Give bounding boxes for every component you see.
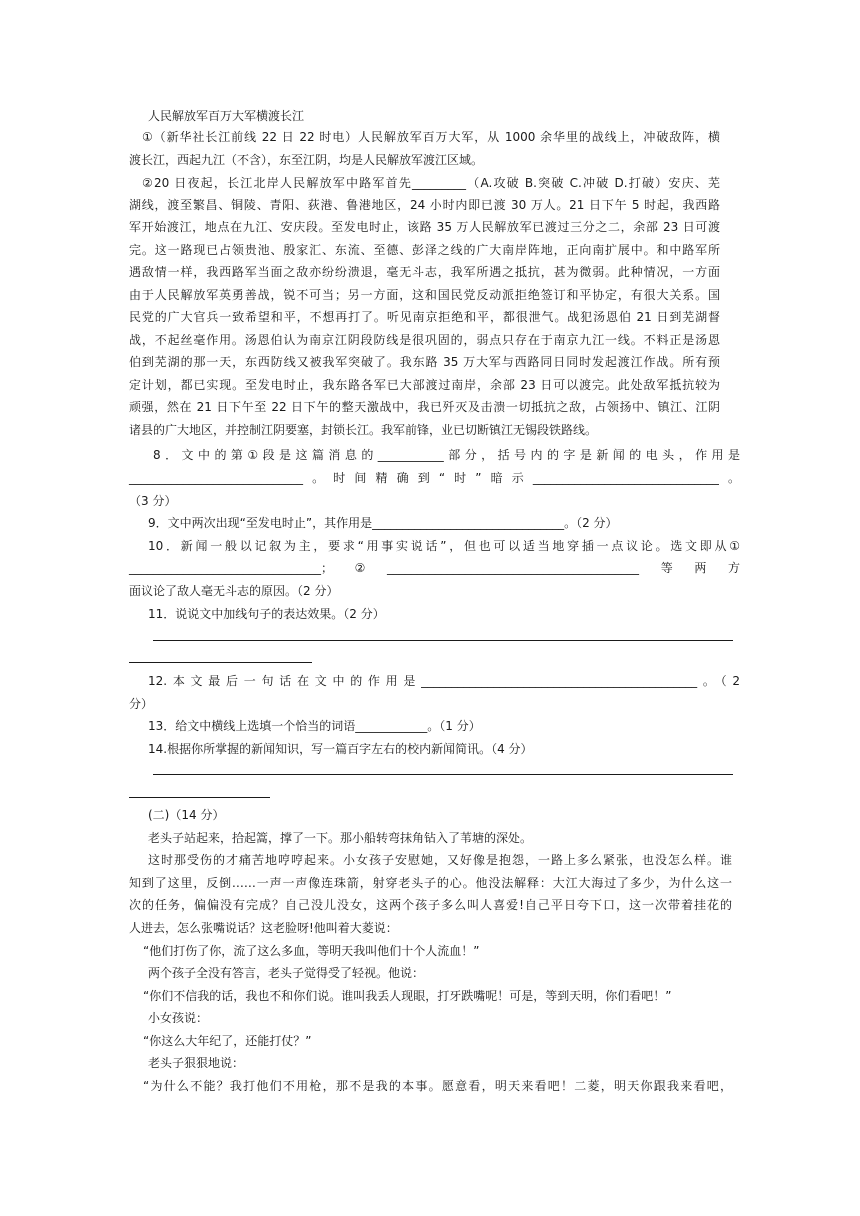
story-line: 两个孩子全没有答言，老头子觉得受了轻视。他说： bbox=[148, 966, 425, 980]
paragraph-1-line: ①（新华社长江前线 22 日 22 时电）人民解放军百万大军，从 1000 余华里的战线上，冲破敌阵，横 bbox=[142, 130, 720, 144]
section-2-heading: (二)（14 分） bbox=[148, 808, 225, 822]
paragraph-2-line: ②20 日夜起，长江北岸人民解放军中路军首先_________（A.攻破 B.突破 C.冲破 D.打破）安庆、芜 bbox=[142, 176, 720, 190]
paragraph-2-line: 湖线，渡至繁昌、铜陵、青阳、荻港、鲁港地区，24 小时内即已渡 30 万人。21 日下午 5 时起，我西路 bbox=[129, 198, 720, 212]
question-8: 8．文中的第①段是这篇消息的___________部分，括号内的字是新闻的电头，作用是 bbox=[153, 448, 740, 462]
paragraph-2-line: 定计划，都已实现。至发电时止，我东路各军已大部渡过南岸，余部 23 日可以渡完。此处敌军抵抗较为 bbox=[129, 378, 720, 392]
question-10: ________________________________；②__________________________________________等两方 bbox=[129, 561, 740, 575]
question-10: 面议论了敌人毫无斗志的原因。（2 分） bbox=[129, 584, 339, 598]
paragraph-2-line: 遇敌情一样，我西路军当面之敌亦纷纷溃退，毫无斗志，我军所遇之抵抗，甚为微弱。此种情况，一方面 bbox=[129, 265, 720, 279]
paragraph-2-line: 由于人民解放军英勇善战，锐不可当；另一方面，这和国民党反动派拒绝签订和平协定，有很大关系。国 bbox=[129, 288, 720, 302]
story-line: 知到了这里，反倒……一声一声像连珠箭，射穿老头子的心。他没法解释：大江大海过了多少，为什么这一 bbox=[129, 876, 732, 890]
story-line: 小女孩说： bbox=[148, 1011, 209, 1025]
article-title: 人民解放军百万大军横渡长江 bbox=[148, 109, 305, 123]
question-14: 14.根据你所掌握的新闻知识，写一篇百字左右的校内新闻简讯。（4 分） bbox=[148, 742, 533, 756]
paragraph-2-line: 诸县的广大地区，并控制江阴要塞，封锁长江。我军前锋，业已切断镇江无锡段铁路线。 bbox=[129, 423, 598, 437]
answer-line bbox=[153, 640, 733, 641]
question-12: 分） bbox=[129, 697, 154, 711]
question-12: 12.本文最后一句话在文中的作用是______________________________________________。（2 bbox=[148, 674, 740, 688]
question-8: _____________________________。时间精确到“时”暗示_______________________________。 bbox=[129, 471, 740, 485]
answer-line bbox=[153, 774, 733, 775]
question-9: 9．文中两次出现“至发电时止”，其作用是________________________________。（2 分） bbox=[148, 516, 618, 530]
answer-line bbox=[129, 797, 270, 798]
story-line: 老头子站起来，拾起篙，撑了一下。那小船转弯抹角钻入了苇塘的深处。 bbox=[148, 831, 533, 845]
question-10: 10．新闻一般以记叙为主，要求“用事实说话”，但也可以适当地穿插一点议论。选文即从① bbox=[148, 539, 740, 553]
story-line: 这时那受伤的才痛苦地哼哼起来。小女孩子安慰她，又好像是抱怨，一路上多么紧张，也没怎么样。谁 bbox=[148, 853, 732, 867]
story-line: 人进去，怎么张嘴说话？这老脸呀!他叫着大菱说： bbox=[129, 921, 398, 935]
question-11: 11．说说文中加线句子的表达效果。（2 分） bbox=[148, 607, 385, 621]
answer-line bbox=[129, 662, 312, 663]
paragraph-2-line: 完。这一路现已占领贵池、殷家汇、东流、至德、彭泽之线的广大南岸阵地，正向南扩展中。和中路军所 bbox=[129, 243, 720, 257]
question-13: 13．给文中横线上选填一个恰当的词语____________。（1 分） bbox=[148, 719, 481, 733]
story-line: “他们打伤了你，流了这么多血，等明天我叫他们十个人流血！” bbox=[143, 944, 480, 958]
story-line: “你这么大年纪了，还能打仗？” bbox=[143, 1034, 312, 1048]
paragraph-2-line: 顽强，然在 21 日下午至 22 日下午的整天激战中，我已歼灭及击溃一切抵抗之敌，占领扬中、镇江、江阴 bbox=[129, 400, 720, 414]
paragraph-1-line: 渡长江，西起九江（不含），东至江阴，均是人民解放军渡江区域。 bbox=[129, 153, 484, 167]
story-line: “为什么不能？我打他们不用枪，那不是我的本事。愿意看，明天来看吧！二菱，明天你跟我来看吧， bbox=[143, 1079, 732, 1093]
story-line: 次的任务，偏偏没有完成？自己没儿没女，这两个孩子多么叫人喜爱!自己平日夸下口，这一次带着挂花的 bbox=[129, 898, 732, 912]
paragraph-2-line: 伯到芜湖的那一天，东西防线又被我军突破了。我东路 35 万大军与西路同日同时发起渡江作战。所有预 bbox=[129, 355, 720, 369]
story-line: “你们不信我的话，我也不和你们说。谁叫我丢人现眼，打牙跌嘴呢！可是，等到天明，你们看吧！” bbox=[143, 989, 672, 1003]
paragraph-2-line: 民党的广大官兵一致希望和平，不想再打了。听见南京拒绝和平，都很泄气。战犯汤恩伯 21 日到芜湖督 bbox=[129, 310, 720, 324]
question-8: （3 分） bbox=[129, 494, 177, 508]
story-line: 老头子狠狠地说： bbox=[148, 1056, 245, 1070]
paragraph-2-line: 军开始渡江，地点在九江、安庆段。至发电时止，该路 35 万人民解放军已渡过三分之二，余部 23 日可渡 bbox=[129, 220, 720, 234]
paragraph-2-line: 战，不起丝毫作用。汤恩伯认为南京江阴段防线是很巩固的，弱点只存在于南京九江一线。不料正是汤恩 bbox=[129, 333, 720, 347]
